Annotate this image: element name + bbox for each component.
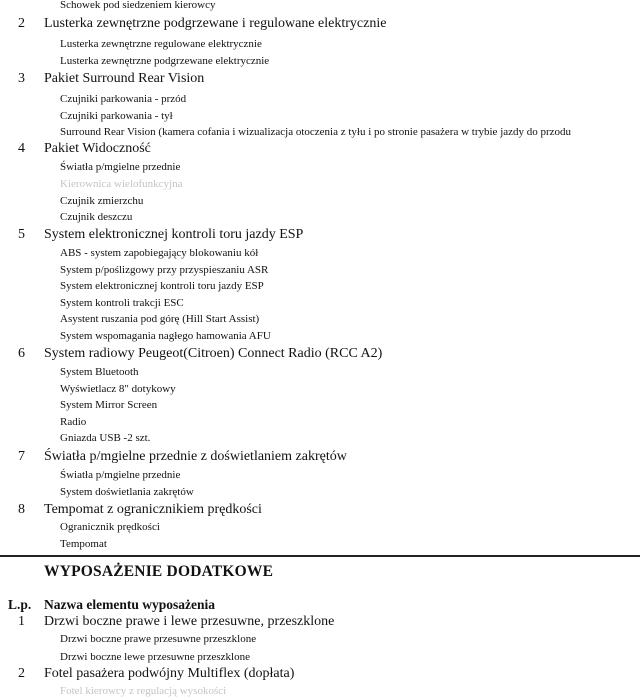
list-item: System doświetlania zakrętów	[60, 486, 194, 498]
list-item: Czujnik zmierzchu	[60, 195, 144, 207]
list-item: Ogranicznik prędkości	[60, 521, 160, 533]
section-divider	[0, 555, 640, 557]
list-item: Światła p/mgielne przednie	[60, 161, 181, 173]
group-title: Tempomat z ogranicznikiem prędkości	[44, 502, 262, 517]
item-number: 6	[18, 346, 25, 361]
group-title: Pakiet Surround Rear Vision	[44, 71, 205, 86]
list-item: System Mirror Screen	[60, 399, 158, 411]
list-item: Czujnik deszczu	[60, 211, 133, 223]
list-item-faded: Kierownica wielofunkcyjna	[60, 178, 183, 190]
section-title: WYPOSAŻENIE DODATKOWE	[44, 563, 274, 580]
list-item: System Bluetooth	[60, 366, 139, 378]
list-item: Czujniki parkowania - przód	[60, 93, 187, 105]
list-item: Asystent ruszania pod górę (Hill Start Assist)	[60, 313, 260, 325]
item-number: 7	[18, 449, 25, 464]
list-item: Światła p/mgielne przednie	[60, 469, 181, 481]
list-item: Surround Rear Vision (kamera cofania i wizualizacja otoczenia z tyłu i po stronie pasażera w trybie jazdy do przodu	[60, 126, 572, 138]
list-item: Drzwi boczne lewe przesuwne przeszklone	[60, 651, 250, 663]
group-title: Drzwi boczne prawe i lewe przesuwne, przeszklone	[44, 614, 335, 629]
list-item: System wspomagania nagłego hamowania AFU	[60, 330, 271, 342]
item-number: 1	[18, 614, 25, 629]
group-title: System elektronicznej kontroli toru jazdy ESP	[44, 227, 304, 242]
item-number: 2	[18, 16, 25, 31]
list-item: Drzwi boczne prawe przesuwne przeszklone	[60, 633, 257, 645]
group-title: System radiowy Peugeot(Citroen) Connect Radio (RCC A2)	[44, 346, 383, 361]
column-header-lp: L.p.	[8, 597, 32, 612]
list-item-faded: Fotel kierowcy z regulacją wysokości	[60, 685, 227, 697]
list-item: Gniazda USB -2 szt.	[60, 432, 151, 444]
list-item: Schowek pod siedzeniem kierowcy	[60, 0, 216, 11]
group-title: Fotel pasażera podwójny Multiflex (dopłata)	[44, 666, 295, 681]
column-header-name: Nazwa elementu wyposażenia	[44, 597, 215, 612]
list-item: System p/poślizgowy przy przyspieszaniu ASR	[60, 264, 269, 276]
list-item: Lusterka zewnętrzne regulowane elektrycznie	[60, 38, 262, 50]
list-item: ABS - system zapobiegający blokowaniu kół	[60, 247, 259, 259]
group-title: Lusterka zewnętrzne podgrzewane i regulowane elektrycznie	[44, 16, 387, 31]
list-item: Czujniki parkowania - tył	[60, 110, 173, 122]
list-item: System kontroli trakcji ESC	[60, 297, 184, 309]
list-item: System elektronicznej kontroli toru jazdy ESP	[60, 280, 264, 292]
group-title: Światła p/mgielne przednie z doświetlaniem zakrętów	[44, 449, 347, 464]
list-item: Tempomat	[60, 538, 107, 550]
group-title: Pakiet Widoczność	[44, 141, 151, 156]
list-item: Lusterka zewnętrzne podgrzewane elektrycznie	[60, 55, 270, 67]
item-number: 8	[18, 502, 25, 517]
item-number: 2	[18, 666, 25, 681]
list-item: Wyświetlacz 8" dotykowy	[60, 383, 176, 395]
item-number: 5	[18, 227, 25, 242]
item-number: 4	[18, 141, 25, 156]
item-number: 3	[18, 71, 25, 86]
list-item: Radio	[60, 416, 87, 428]
